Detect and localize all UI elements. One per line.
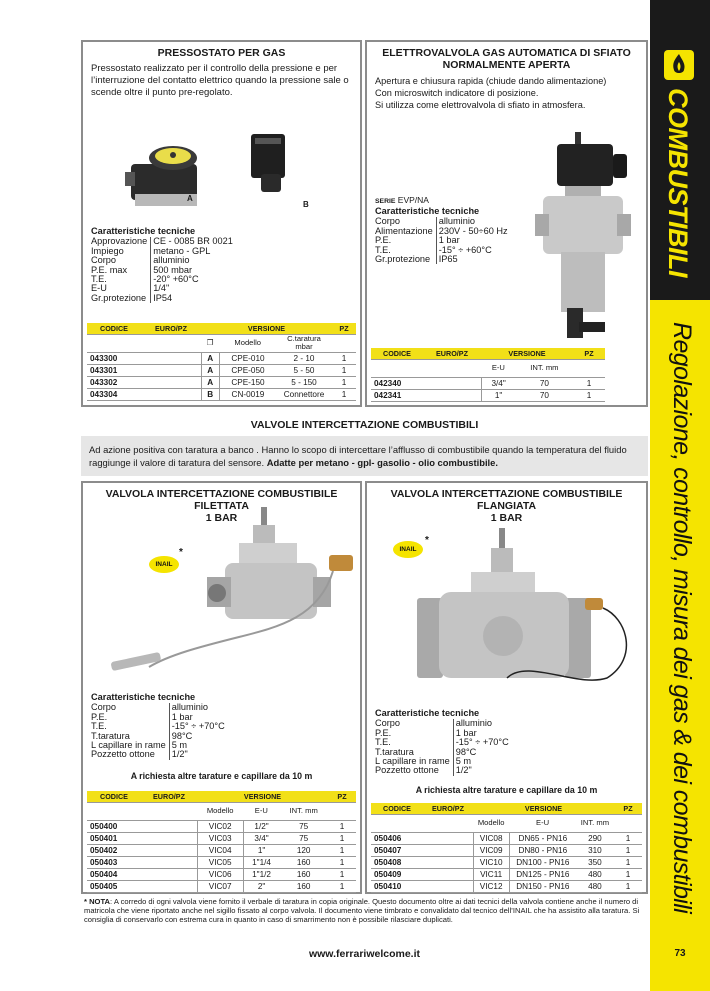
filettata-table: CODICE EURO/PZ VERSIONE PZ Modello E-U INT. mm 050400 VIC02 1/2" 75 1 050401 VIC03 3/4" 75 1 050402 VIC04 1" 120 1 050403 VIC05 1"1/4 160 1 050404 VIC06 1"1/2 160 1 050405 VIC07 2" 160 1 <box>87 791 356 893</box>
spec-heading: Caratteristiche tecniche <box>375 206 480 216</box>
table-row: 043304 B CN-0019 Connettore 1 <box>87 388 356 400</box>
label-b: B <box>303 200 309 209</box>
table-row: 050406 VIC08 DN65 - PN16 290 1 <box>371 832 642 844</box>
spec-heading: Caratteristiche tecniche <box>91 226 196 236</box>
elettrovalvola-table: CODICE EURO/PZ VERSIONE PZ E-U INT. mm 042340 3/4" 70 1 042341 1" 70 1 <box>371 348 605 402</box>
serie-label: SERIE <box>375 198 396 205</box>
elettrovalvola-box <box>365 40 648 407</box>
elettrovalvola-specs <box>375 207 508 264</box>
website-link[interactable]: www.ferrariwelcome.it <box>308 948 421 960</box>
table-row: 050408 VIC10 DN100 - PN16 350 1 <box>371 856 642 868</box>
filettata-title: VALVOLA INTERCETTAZIONE COMBUSTIBILE FILETTATA 1 BAR <box>105 488 338 524</box>
pressostato-specs <box>91 227 233 303</box>
table-row: 050410 VIC12 DN150 - PN16 480 1 <box>371 880 642 892</box>
flangiata-title: VALVOLA INTERCETTAZIONE COMBUSTIBILE FLANGIATA 1 BAR <box>390 488 623 524</box>
filettata-specs <box>91 693 225 760</box>
spec-row: P.E. 1 bar <box>375 729 509 738</box>
spec-row: Impiego metano - GPL <box>91 247 233 256</box>
flangiata-specs <box>375 709 509 776</box>
elettrovalvola-description: Apertura e chiusura rapida (chiude dando alimentazione) Con microswitch indicatore di posizione. Si utilizza come elettrovalvola di sfiato in atmosfera. <box>375 76 607 110</box>
threaded-valve-image <box>89 507 359 689</box>
connector-image <box>247 130 297 198</box>
elettrovalvola-title: ELETTROVALVOLA GAS AUTOMATICA DI SFIATO NORMALMENTE APERTA <box>382 47 631 71</box>
table-row: 043300 A CPE-010 2 - 10 1 <box>87 352 356 364</box>
table-row: 043302 A CPE-150 5 - 150 1 <box>87 376 356 388</box>
pressostato-description: Pressostato realizzato per il controllo della pressione e per l’interruzione del contatto elettrico quando la pressione sale o scende oltre il punto pre-regolato. <box>91 63 349 98</box>
page-number: 73 <box>674 948 686 959</box>
spec-heading: Caratteristiche tecniche <box>375 708 480 718</box>
spec-row: P.E. 1 bar <box>375 236 508 245</box>
filettata-note: A richiesta altre tarature e capillare da 10 m <box>130 771 313 781</box>
spec-row: Corpo alluminio <box>91 703 225 712</box>
footer-note <box>84 897 648 924</box>
flangiata-box <box>365 481 648 894</box>
pressure-switch-image <box>121 134 209 214</box>
pressostato-box <box>81 40 362 407</box>
solenoid-valve-image <box>535 132 635 342</box>
sidebar-category: COMBUSTIBILI <box>663 88 693 277</box>
inail-badge: INAIL <box>393 541 423 558</box>
spec-row: L capillare in rame 5 m <box>91 741 225 750</box>
section-title: VALVOLE INTERCETTAZIONE COMBUSTIBILI <box>250 419 479 431</box>
label-a: A <box>187 194 193 203</box>
intro-bold: Adatte per metano - gpl- gasolio - olio combustibile. <box>266 457 498 468</box>
intro-band <box>81 436 648 476</box>
intro-text: Ad azione positiva con taratura a banco . Hanno lo scopo di intercettare l’afflusso di combustibile quando la temperatura del fluido raggiunge il valore di taratura del sensore. <box>89 444 627 468</box>
spec-row: Corpo alluminio <box>375 217 508 226</box>
table-row: 050405 VIC07 2" 160 1 <box>87 880 356 892</box>
spec-row: Alimentazione 230V - 50÷60 Hz <box>375 225 508 236</box>
asterisk-mark: * <box>179 547 183 558</box>
spec-heading: Caratteristiche tecniche <box>91 692 196 702</box>
asterisk-mark: * <box>425 535 429 546</box>
spec-row: T.taratura 98°C <box>91 732 225 741</box>
spec-row: Corpo alluminio <box>91 256 233 265</box>
spec-row: Pozzetto ottone 1/2" <box>91 750 225 759</box>
flame-logo-icon <box>664 50 694 80</box>
serie-value: EVP/NA <box>397 195 429 205</box>
spec-row: P.E. 1 bar <box>91 713 225 722</box>
spec-row: T.E. -15° ÷ +70°C <box>91 721 225 732</box>
spec-row: Pozzetto ottone 1/2" <box>375 766 509 775</box>
spec-row: T.E. -15° ÷ +70°C <box>375 737 509 748</box>
flangiata-table: CODICE EURO/PZ VERSIONE PZ Modello E-U INT. mm 050406 VIC08 DN65 - PN16 290 1 050407 VIC09 DN80 - PN16 310 1 050408 VIC10 DN100 - PN16 350 1 050409 VIC11 DN125 - PN16 480 1 050410 VIC12 DN150 - PN16 480 1 <box>371 803 642 893</box>
spec-row: T.E. -20° +60°C <box>91 275 233 284</box>
spec-row: Gr.protezione IP65 <box>375 255 508 264</box>
table-row: 050404 VIC06 1"1/2 160 1 <box>87 868 356 880</box>
spec-row: Corpo alluminio <box>375 719 509 728</box>
spec-row: Gr.protezione IP54 <box>91 294 233 303</box>
table-row: 043301 A CPE-050 5 - 50 1 <box>87 364 356 376</box>
inail-badge: INAIL <box>149 556 179 573</box>
table-row: 050402 VIC04 1" 120 1 <box>87 844 356 856</box>
spec-row: P.E. max 500 mbar <box>91 266 233 275</box>
spec-row: Approvazione CE - 0085 BR 0021 <box>91 236 233 247</box>
table-row: 050401 VIC03 3/4" 75 1 <box>87 832 356 844</box>
filettata-box <box>81 481 362 894</box>
spec-row: E-U 1/4" <box>91 284 233 293</box>
serie-line <box>375 195 429 205</box>
sidebar-subtitle: Regolazione, controllo, misura dei gas & dei combustibili <box>668 322 696 914</box>
table-row: 050403 VIC05 1"1/4 160 1 <box>87 856 356 868</box>
flanged-valve-image <box>407 528 643 703</box>
spec-row: T.taratura 98°C <box>375 748 509 757</box>
table-row: 050400 VIC02 1/2" 75 1 <box>87 820 356 832</box>
table-row: 042340 3/4" 70 1 <box>371 377 605 389</box>
table-row: 050407 VIC09 DN80 - PN16 310 1 <box>371 844 642 856</box>
flangiata-note: A richiesta altre tarature e capillare da 10 m <box>415 785 598 795</box>
sidebar <box>650 0 710 991</box>
table-row: 042341 1" 70 1 <box>371 389 605 401</box>
spec-row: L capillare in rame 5 m <box>375 757 509 766</box>
spec-row: T.E. -15° ÷ +60°C <box>375 246 508 255</box>
nota-label: * NOTA <box>84 897 111 906</box>
nota-text: : A corredo di ogni valvola viene fornito il verbale di taratura in copia originale. Questo documento oltre ai dati tecnici della valvola contiene anche il numero di matricola che viene riportato anche nel sigillo fissato al corpo valvola. Il documento viene timbrato e convalidato dal tecnico dell’INAIL che ha assistito alla taratura. Si consiglia di conservarlo con estrema cura in quanto in caso di smarrimento non è possibile rilasciare duplicati. <box>84 897 640 924</box>
pressostato-title: PRESSOSTATO PER GAS <box>157 47 286 59</box>
pressostato-table: CODICE EURO/PZ VERSIONE PZ ❐ Modello C.taratura mbar 043300 A CPE-010 2 - 10 1 043301 A CPE-050 5 - 50 1 043302 A CPE-150 5 - 150 1 043304 B CN-0019 Connettore 1 <box>87 323 356 401</box>
table-row: 050409 VIC11 DN125 - PN16 480 1 <box>371 868 642 880</box>
